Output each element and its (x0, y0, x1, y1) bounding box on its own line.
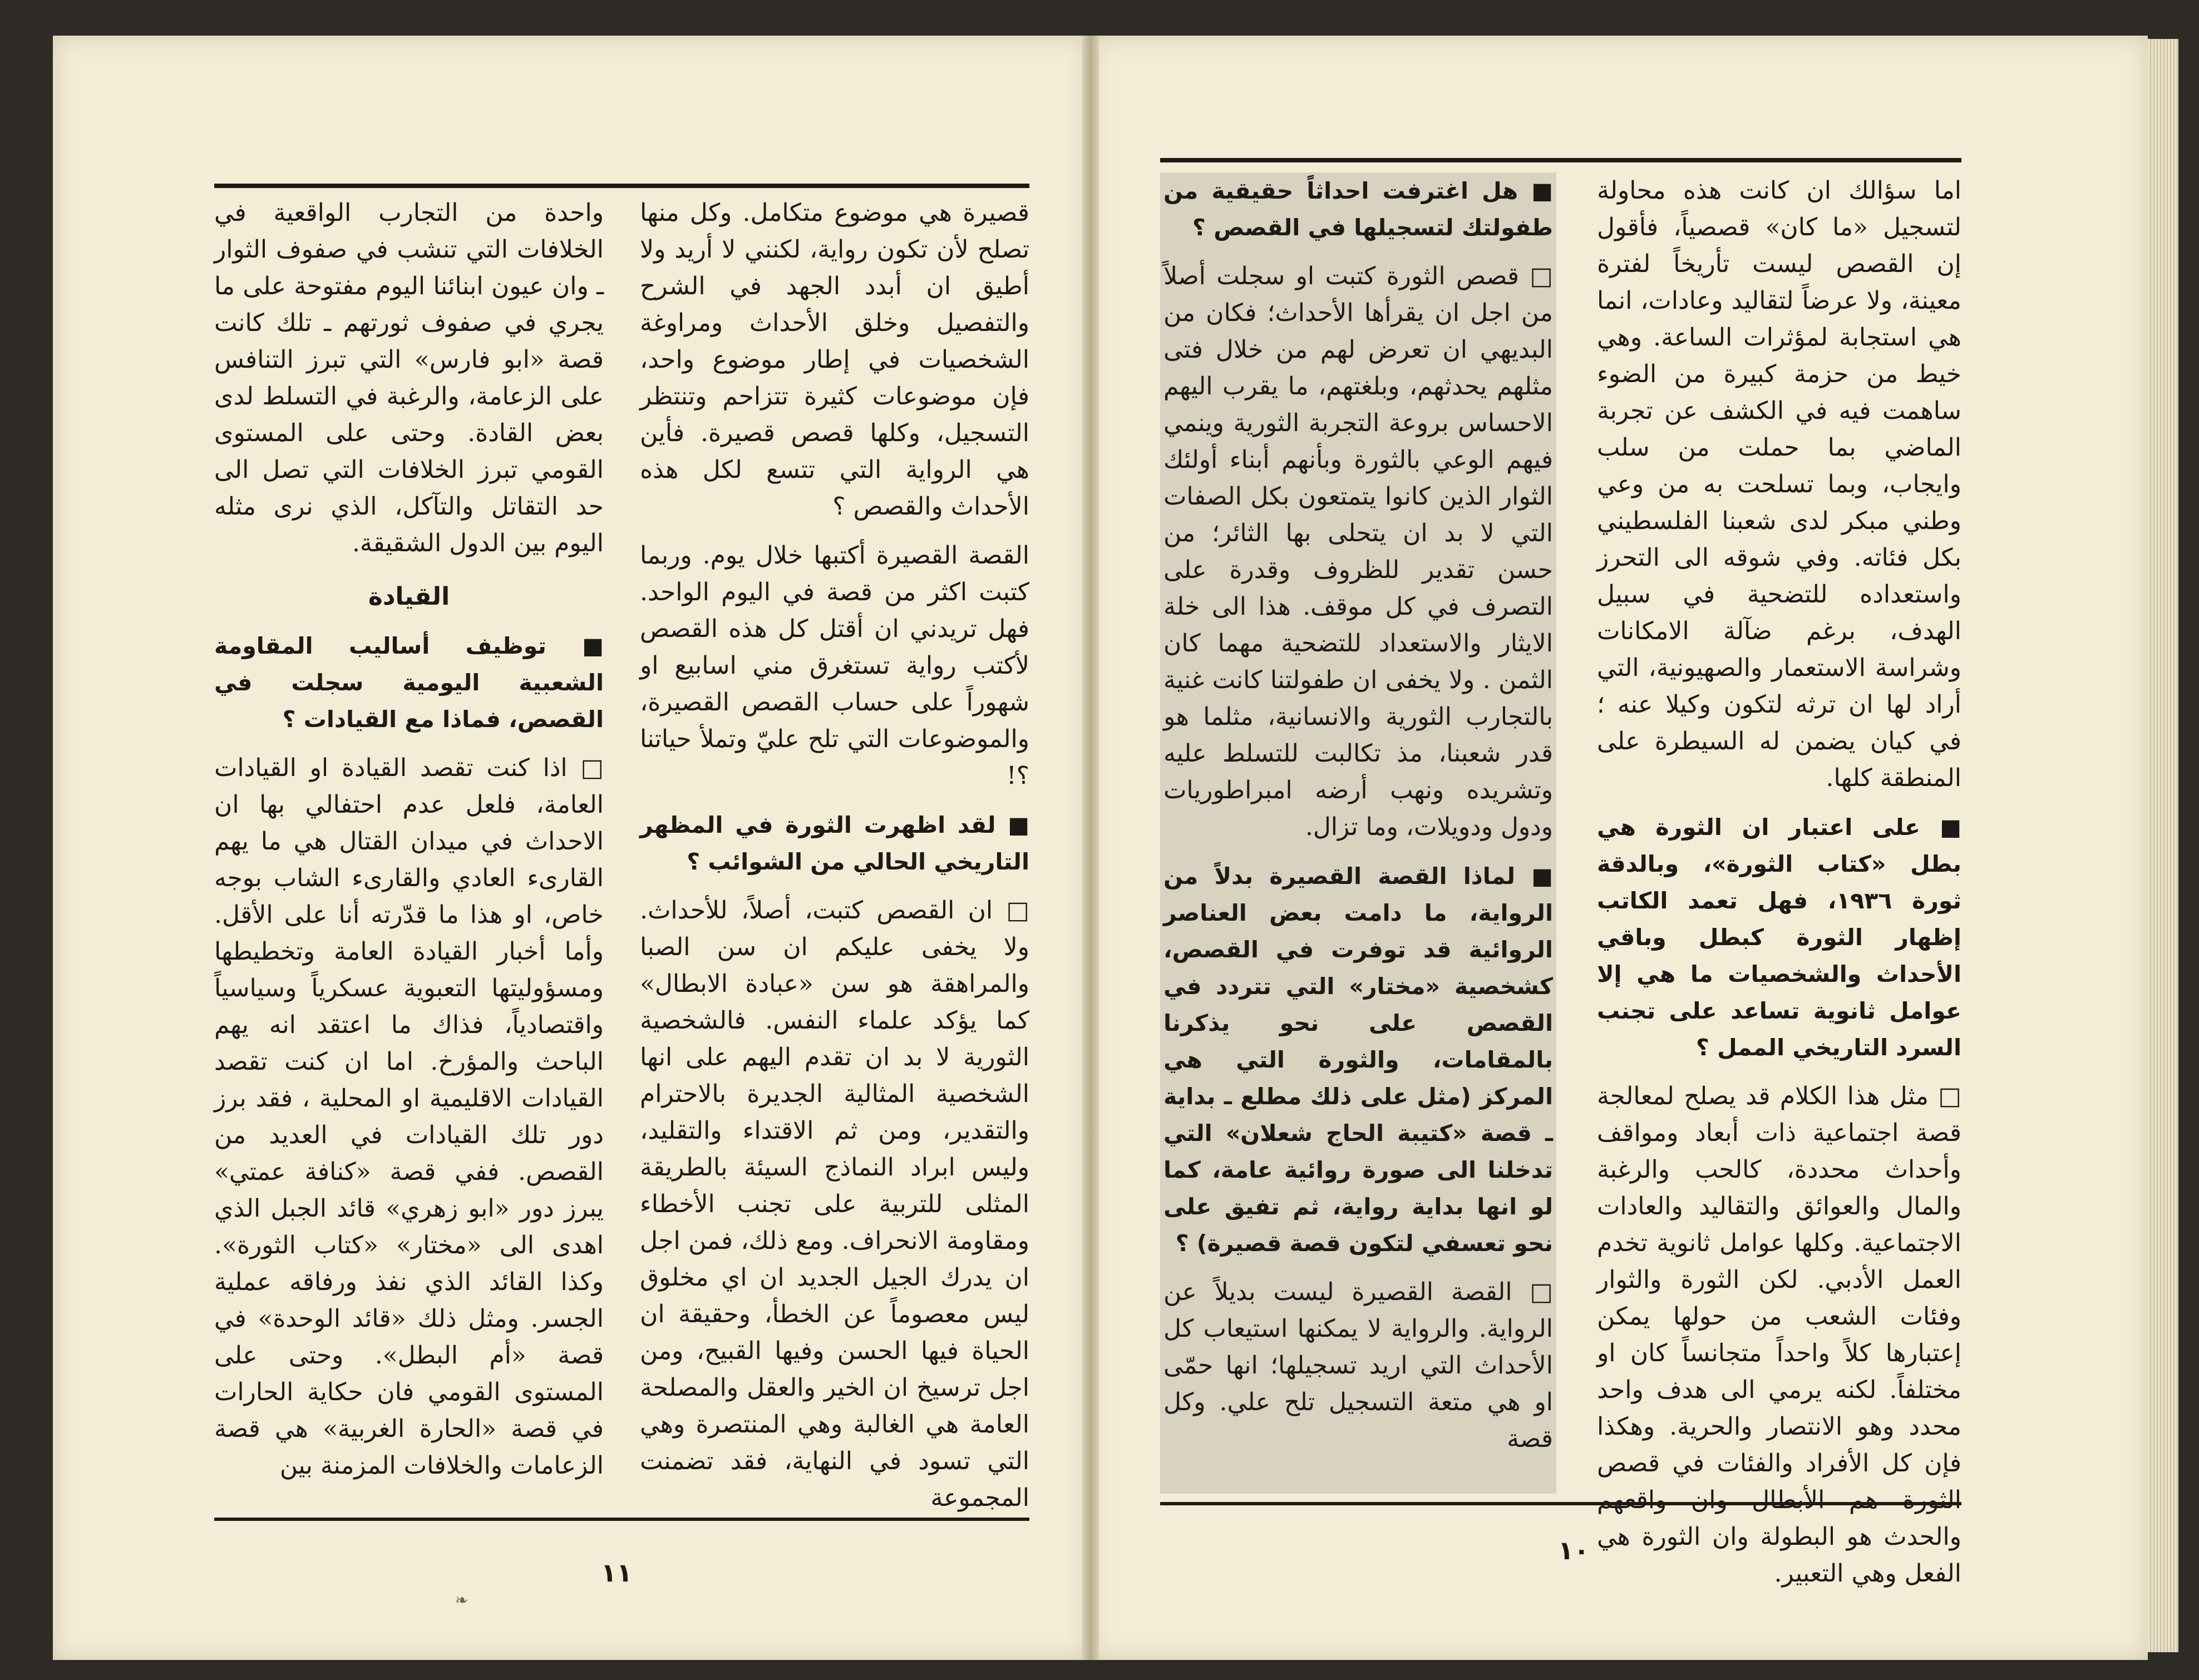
paragraph: □ اذا كنت تقصد القيادة او القيادات العامة، فلعل عدم احتفالي بها ان الاحداث في ميدان القتال هي ما يهم القارىء العادي والقارىء الشاب بوجه خاص، او هذا ما قدّرته أنا على الأقل. وأما أخبار القيادة العامة وتخطيطها ومسؤوليتها التعبوية عسكرياً وسياسياً واقتصادياً، فذاك ما اعتقد انه يهم الباحث والمؤرخ. اما ان كنت تقصد القيادات الاقليمية او المحلية ، فقد برز دور تلك القيادات في العديد من القصص. ففي قصة «كنافة عمتي» يبرز دور «ابو زهري» قائد الجبل الذي اهدى الى «مختار» «كتاب الثورة». وكذا القائد الذي نفذ ورفاقه عملية الجسر. ومثل ذلك «قائد الوحدة» في قصة «أم البطل». وحتى على المستوى القومي فان حكاية الحارات في قصة «الحارة الغربية» هي قصة الزعامات والخلافات المزمنة بين (214, 754, 604, 1480)
interview-question: ■ توظيف أساليب المقاومة الشعبية اليومية سجلت في القصص، فماذا مع القيادات ؟ (214, 633, 604, 733)
paragraph: قصيرة هي موضوع متكامل. وكل منها تصلح لأن تكون رواية، لكنني لا أريد ولا أطيق ان أبدد الجهد في الشرح والتفصيل وخلق الأحداث ومراوغة الشخصيات في إطار موضوع واحد، فإن موضوعات كثيرة تتزاحم وتنتظر التسجيل، وكلها قصص قصيرة. فأين هي الرواية التي تتسع لكل هذه الأحداث والقصص ؟ (640, 199, 1029, 521)
paragraph: □ مثل هذا الكلام قد يصلح لمعالجة قصة اجتماعية ذات أبعاد ومواقف وأحداث محددة، كالحب والرغبة والمال والعوائق والتقاليد والعادات الاجتماعية. وكلها عوامل ثانوية تخدم العمل الأدبي. لكن الثورة والثوار وفئات الشعب من حولها يمكن إعتبارها كلاً واحداً متجانساً كان او مختلفاً. لكنه يرمي الى هدف واحد محدد وهو الانتصار والحرية. وهكذا فإن كل الأفراد والفئات في قصص الثورة هم الأبطال وان واقعهم والحدث هو البطولة وان الثورة هي الفعل وهي التعبير. (1597, 1082, 1961, 1588)
interview-question: ■ لقد اظهرت الثورة في المظهر التاريخي الحالي من الشوائب ؟ (640, 812, 1029, 875)
left-page-bottom-rule (214, 1518, 1029, 1521)
right-page-number: ١٠ (1558, 1535, 1590, 1565)
paragraph: □ قصص الثورة كتبت او سجلت أصلاً من اجل ان يقرأها الأحداث؛ فكان من البديهي ان تعرض لهم من خلال فتى مثلهم يحدثهم، وبلغتهم، ما يقرب اليهم الاحساس بروعة التجربة الثورية وينمي فيهم الوعي بالثورة وبأنهم أبناء أولئك الثوار الذين كانوا يتمتعون بكل الصفات التي لا بد ان يتحلى بها الثائر؛ من حسن تقدير للظروف وقدرة على التصرف في كل موقف. هذا الى خلة الايثار والاستعداد للتضحية مهما كان الثمن . ولا يخفى ان طفولتنا كانت غنية بالتجارب الثورية والانسانية، مثلما هو قدر شعبنا، مذ تكالبت للتسلط عليه وتشريده ونهب أرضه امبراطوريات ودول ودويلات، وما تزال. (1163, 262, 1553, 841)
left-page-column-left (214, 195, 604, 1505)
paragraph: القصة القصيرة أكتبها خلال يوم. وربما كتبت اكثر من قصة في اليوم الواحد. فهل تريدني ان أقتل كل هذه القصص لأكتب رواية تستغرق مني اسابيع او شهوراً على حساب القصص القصيرة، والموضوعات التي تلح عليّ وتملأ حياتنا ؟! (640, 541, 1029, 790)
page-edges (2148, 39, 2178, 1652)
paragraph: □ القصة القصيرة ليست بديلاً عن الرواية. والرواية لا يمكنها استيعاب كل الأحداث التي اريد تسجيلها؛ انها حمّى او هي متعة التسجيل تلح علي. وكل قصة (1163, 1278, 1553, 1453)
right-page-column-right (1597, 172, 1961, 1588)
paragraph: اما سؤالك ان كانت هذه محاولة لتسجيل «ما كان» قصصياً، فأقول إن القصص ليست تأريخاً لفترة معينة، ولا عرضاً لتقاليد وعادات، انما هي استجابة لمؤثرات الساعة. وهي خيط من حزمة كبيرة من الضوء ساهمت فيه في الكشف عن تجربة الماضي بما حملت من سلب وايجاب، وبما تسلحت به من وعي وطني مبكر لدى شعبنا الفلسطيني بكل فئاته. وفي شوقه الى التحرز واستعداده للتضحية في سبيل الهدف، برغم ضآلة الامكانات وشراسة الاستعمار والصهيونية، التي أراد لها ان ترثه لتكون وكيلا عنه ؛ في كيان يضمن له السيطرة على المنطقة كلها. (1597, 176, 1961, 792)
ornament-dot: ❧ (455, 1591, 469, 1609)
right-page-top-rule (1160, 158, 1961, 162)
left-page-top-rule (214, 184, 1029, 188)
right-page-column-left (1160, 172, 1556, 1494)
left-page-column-right (640, 195, 1029, 1512)
section-heading: القيادة (368, 582, 450, 611)
left-page-number: ١١ (601, 1558, 633, 1588)
interview-question: ■ لماذا القصة القصيرة بدلاً من الرواية، ما دامت بعض العناصر الروائية قد توفرت في القصص، كشخصية «مختار» التي تتردد في القصص على نحو يذكرنا بالمقامات، والثورة التي هي المركز (مثل على ذلك مطلع ـ بداية ـ قصة «كتيبة الحاج شعلان» التي تدخلنا الى صورة روائية عامة، كما لو انها بداية رواية، ثم تفيق على نحو تعسفي لتكون قصة قصيرة) ؟ (1163, 863, 1553, 1257)
interview-question: ■ هل اغترفت احداثاً حقيقية من طفولتك لتسجيلها في القصص ؟ (1163, 177, 1553, 241)
paragraph: واحدة من التجارب الواقعية في الخلافات التي تنشب في صفوف الثوار ـ وان عيون ابنائنا اليوم مفتوحة على ما يجري في صفوف ثورتهم ـ تلك كانت قصة «ابو فارس» التي تبرز التنافس على الزعامة، والرغبة في التسلط لدى بعض القادة. وحتى على المستوى القومي تبرز الخلافات التي تصل الى حد التقاتل والتآكل، الذي نرى مثله اليوم بين الدول الشقيقة. (214, 199, 604, 557)
interview-question: ■ على اعتبار ان الثورة هي بطل «كتاب الثورة»، وبالدقة ثورة ١٩٣٦، فهل تعمد الكاتب إظهار الثورة كبطل وباقي الأحداث والشخصيات ما هي إلا عوامل ثانوية تساعد على تجنب السرد التاريخي الممل ؟ (1597, 814, 1961, 1061)
paragraph: □ ان القصص كتبت، أصلاً، للأحداث. ولا يخفى عليكم ان سن الصبا والمراهقة هو سن «عبادة الابطال» كما يؤكد علماء النفس. فالشخصية الثورية لا بد ان تقدم اليهم على انها الشخصية المثالية الجديرة بالاحترام والتقدير، ومن ثم الاقتداء والتقليد، وليس ابراد النماذج السيئة بالطريقة المثلى للتربية على تجنب الأخطاء ومقاومة الانحراف. ومع ذلك، فمن اجل ان يدرك الجيل الجديد ان اي مخلوق ليس معصوماً عن الخطأ، وحقيقة ان الحياة فيها الحسن وفيها القبيح، ومن اجل ترسيخ ان الخير والعقل والمصلحة العامة هي الغالبة وهي المنتصرة وهي التي تسود في النهاية، فقد تضمنت المجموعة (640, 896, 1029, 1512)
book-gutter (1082, 36, 1099, 1660)
